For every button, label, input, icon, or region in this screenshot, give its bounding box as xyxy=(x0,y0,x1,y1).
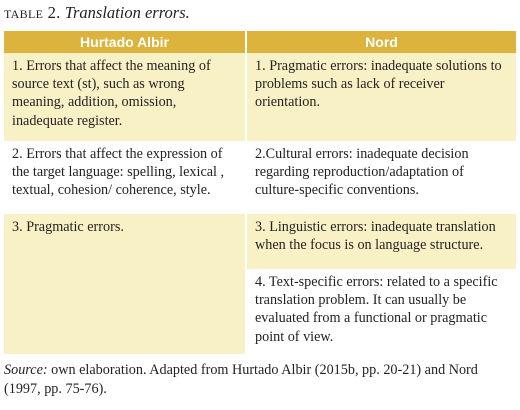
table-number: table 2. xyxy=(4,3,61,22)
translation-errors-table xyxy=(4,31,516,354)
table-row xyxy=(4,53,516,141)
column-header-nord: Nord xyxy=(246,31,516,53)
table-row xyxy=(4,269,516,354)
table-cell-hurtado-albir xyxy=(4,269,246,354)
source-text: own elaboration. Adapted from Hurtado Albir (2015b, pp. 20-21) and Nord (1997, pp. 75-76). xyxy=(4,362,478,397)
source-note xyxy=(4,361,516,399)
table-cell-nord: 1. Pragmatic errors: inadequate solutions to problems such as lack of receiver orientation. xyxy=(246,53,516,141)
column-header-hurtado-albir: Hurtado Albir xyxy=(4,31,246,53)
table-caption xyxy=(4,3,190,23)
table-cell-nord: 3. Linguistic errors: inadequate translation when the focus is on language structure. xyxy=(246,214,516,269)
table-cell-hurtado-albir: 1. Errors that affect the meaning of source text (st), such as wrong meaning, addition, omission, inadequate register. xyxy=(4,53,246,141)
table-row xyxy=(4,141,516,214)
table-header-row xyxy=(4,31,516,53)
table-cell-hurtado-albir: 2. Errors that affect the expression of the target language: spelling, lexical , textual, cohesion/ coherence, style. xyxy=(4,141,246,214)
table-cell-nord: 4. Text-specific errors: related to a specific translation problem. It can usually be evaluated from a functional or pragmatic point of view. xyxy=(246,269,516,354)
table-cell-hurtado-albir: 3. Pragmatic errors. xyxy=(4,214,246,269)
table-cell-nord: 2.Cultural errors: inadequate decision regarding reproduction/adaptation of culture-specific conventions. xyxy=(246,141,516,214)
table-row xyxy=(4,214,516,269)
table-title: Translation errors. xyxy=(64,3,190,22)
source-label: Source: xyxy=(4,362,48,378)
